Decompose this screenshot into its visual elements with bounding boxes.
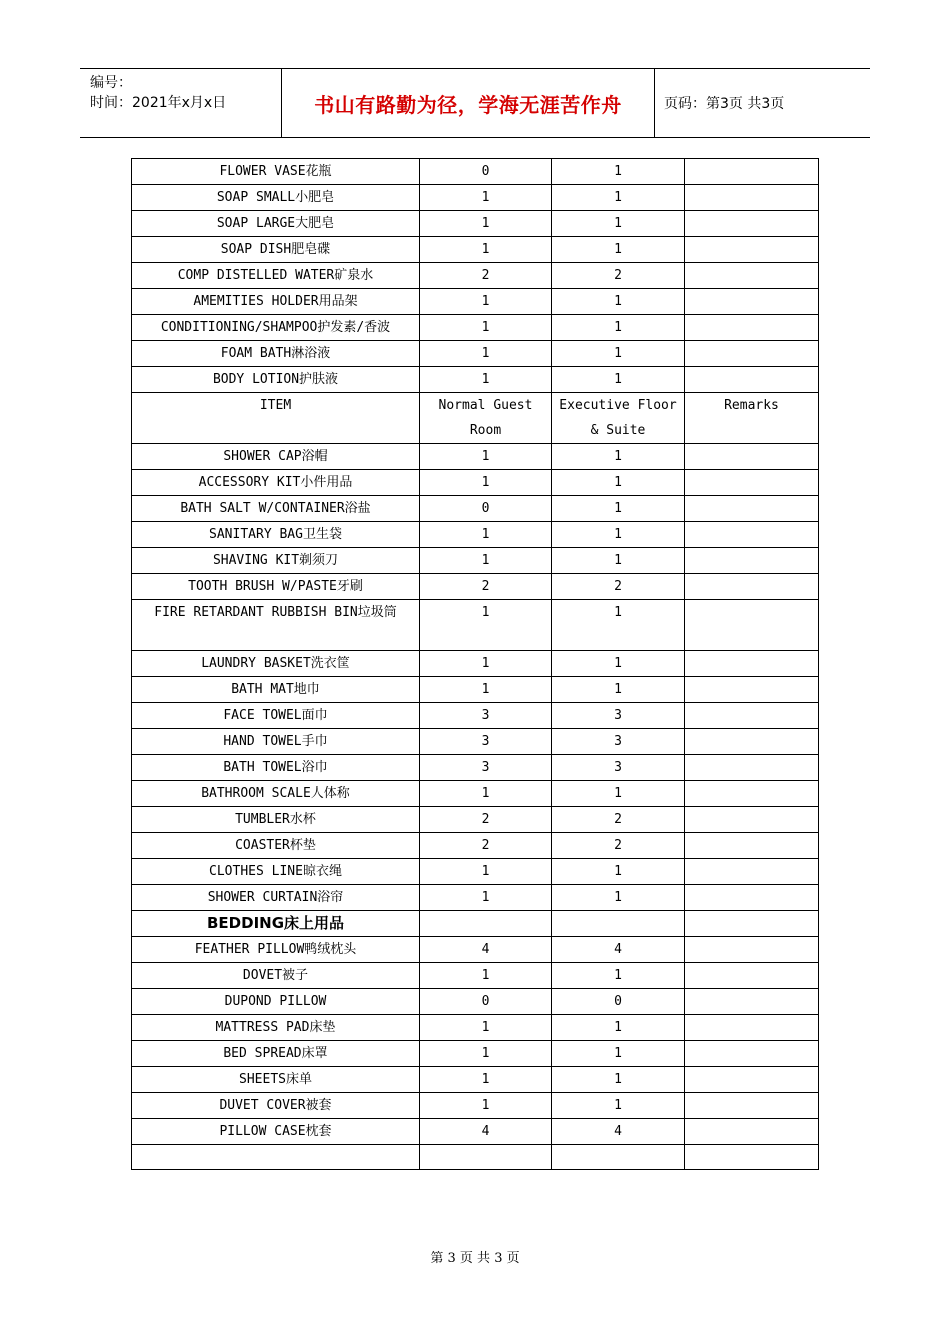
remarks-cell xyxy=(685,703,819,729)
normal-room-cell: 1 xyxy=(420,315,552,341)
executive-suite-cell: 2 xyxy=(552,807,685,833)
header-meta xyxy=(90,73,226,113)
executive-suite-cell: 1 xyxy=(552,1067,685,1093)
table-row xyxy=(132,989,819,1015)
item-cell: PILLOW CASE枕套 xyxy=(132,1119,420,1145)
executive-suite-cell: 1 xyxy=(552,1041,685,1067)
remarks-cell xyxy=(685,781,819,807)
amenities-table xyxy=(131,158,819,1170)
executive-suite-cell: 1 xyxy=(552,677,685,703)
item-cell: BED SPREAD床罩 xyxy=(132,1041,420,1067)
executive-suite-cell xyxy=(552,1145,685,1170)
normal-room-cell: Normal Guest Room xyxy=(420,393,552,444)
executive-suite-cell: 1 xyxy=(552,548,685,574)
table-row xyxy=(132,651,819,677)
remarks-cell xyxy=(685,963,819,989)
table-row xyxy=(132,263,819,289)
table-row xyxy=(132,341,819,367)
header-page-number: 页码：第3页 共3页 xyxy=(664,96,785,112)
section-header-row xyxy=(132,911,819,937)
executive-suite-cell: 2 xyxy=(552,263,685,289)
remarks-cell xyxy=(685,1041,819,1067)
item-cell: AMEMITIES HOLDER用品架 xyxy=(132,289,420,315)
table-row xyxy=(132,781,819,807)
item-cell: TOOTH BRUSH W/PASTE牙刷 xyxy=(132,574,420,600)
remarks-cell xyxy=(685,263,819,289)
normal-room-cell: 1 xyxy=(420,341,552,367)
table-row xyxy=(132,833,819,859)
executive-suite-cell: 1 xyxy=(552,1093,685,1119)
header-motto: 书山有路勤为径，学海无涯苦作舟 xyxy=(314,92,622,117)
normal-room-cell: 1 xyxy=(420,1015,552,1041)
table-row xyxy=(132,185,819,211)
page-footer: 第 3 页 共 3 页 xyxy=(430,1251,520,1266)
table-row xyxy=(132,1041,819,1067)
table-row xyxy=(132,1067,819,1093)
item-cell: ITEM xyxy=(132,393,420,444)
executive-suite-cell: 3 xyxy=(552,755,685,781)
normal-room-cell: 3 xyxy=(420,729,552,755)
document-number-label: 编号： xyxy=(90,75,132,91)
executive-suite-cell: 1 xyxy=(552,496,685,522)
executive-suite-cell: 1 xyxy=(552,315,685,341)
executive-suite-cell: 1 xyxy=(552,367,685,393)
table-row xyxy=(132,574,819,600)
executive-suite-cell: 0 xyxy=(552,989,685,1015)
item-cell: DUVET COVER被套 xyxy=(132,1093,420,1119)
executive-suite-cell: 1 xyxy=(552,237,685,263)
normal-room-cell: 0 xyxy=(420,496,552,522)
table-row xyxy=(132,1145,819,1170)
normal-room-cell: 1 xyxy=(420,1041,552,1067)
item-cell: SANITARY BAG卫生袋 xyxy=(132,522,420,548)
remarks-cell xyxy=(685,444,819,470)
item-cell: BATH MAT地巾 xyxy=(132,677,420,703)
executive-suite-cell: Executive Floor & Suite xyxy=(552,393,685,444)
executive-suite-cell: 1 xyxy=(552,600,685,651)
item-cell: HAND TOWEL手巾 xyxy=(132,729,420,755)
executive-suite-cell: 1 xyxy=(552,885,685,911)
normal-room-cell xyxy=(420,911,552,937)
normal-room-cell: 1 xyxy=(420,1093,552,1119)
normal-room-cell: 1 xyxy=(420,963,552,989)
normal-room-cell: 1 xyxy=(420,444,552,470)
remarks-cell xyxy=(685,1119,819,1145)
remarks-cell xyxy=(685,315,819,341)
normal-room-cell: 3 xyxy=(420,755,552,781)
remarks-cell xyxy=(685,496,819,522)
remarks-cell xyxy=(685,470,819,496)
item-cell: FACE TOWEL面巾 xyxy=(132,703,420,729)
executive-suite-cell: 3 xyxy=(552,729,685,755)
table-row xyxy=(132,496,819,522)
normal-room-cell xyxy=(420,1145,552,1170)
normal-room-cell: 1 xyxy=(420,367,552,393)
normal-room-cell: 3 xyxy=(420,703,552,729)
normal-room-cell: 1 xyxy=(420,211,552,237)
item-cell: SOAP SMALL小肥皂 xyxy=(132,185,420,211)
item-cell: BATH TOWEL浴巾 xyxy=(132,755,420,781)
item-cell: SOAP DISH肥皂碟 xyxy=(132,237,420,263)
remarks-cell xyxy=(685,1145,819,1170)
document-time-label: 时间：2021年x月x日 xyxy=(90,95,227,111)
table-row xyxy=(132,1015,819,1041)
normal-room-cell: 4 xyxy=(420,937,552,963)
executive-suite-cell: 4 xyxy=(552,1119,685,1145)
table-row xyxy=(132,937,819,963)
item-cell: SHOWER CURTAIN浴帘 xyxy=(132,885,420,911)
page-header xyxy=(80,68,870,138)
item-cell: LAUNDRY BASKET洗衣筐 xyxy=(132,651,420,677)
remarks-cell xyxy=(685,755,819,781)
normal-room-cell: 1 xyxy=(420,859,552,885)
table-row xyxy=(132,211,819,237)
normal-room-cell: 2 xyxy=(420,574,552,600)
executive-suite-cell: 1 xyxy=(552,159,685,185)
remarks-cell xyxy=(685,885,819,911)
normal-room-cell: 0 xyxy=(420,989,552,1015)
executive-suite-cell: 1 xyxy=(552,651,685,677)
item-cell: BATHROOM SCALE人体称 xyxy=(132,781,420,807)
item-cell: DOVET被子 xyxy=(132,963,420,989)
remarks-cell xyxy=(685,237,819,263)
remarks-cell xyxy=(685,574,819,600)
item-cell: CONDITIONING/SHAMPOO护发素/香波 xyxy=(132,315,420,341)
table-row xyxy=(132,600,819,651)
executive-suite-cell: 2 xyxy=(552,833,685,859)
normal-room-cell: 1 xyxy=(420,781,552,807)
item-cell: FEATHER PILLOW鸭绒枕头 xyxy=(132,937,420,963)
table-row xyxy=(132,548,819,574)
remarks-cell xyxy=(685,989,819,1015)
executive-suite-cell: 1 xyxy=(552,289,685,315)
remarks-cell xyxy=(685,367,819,393)
table-row xyxy=(132,159,819,185)
table-row xyxy=(132,963,819,989)
item-cell: SOAP LARGE大肥皂 xyxy=(132,211,420,237)
remarks-cell xyxy=(685,651,819,677)
executive-suite-cell: 1 xyxy=(552,444,685,470)
normal-room-cell: 1 xyxy=(420,237,552,263)
item-cell: COASTER杯垫 xyxy=(132,833,420,859)
table-row xyxy=(132,885,819,911)
remarks-cell xyxy=(685,677,819,703)
remarks-cell: Remarks xyxy=(685,393,819,444)
normal-room-cell: 1 xyxy=(420,651,552,677)
item-cell: BODY LOTION护肤液 xyxy=(132,367,420,393)
executive-suite-cell: 1 xyxy=(552,211,685,237)
table-row xyxy=(132,470,819,496)
executive-suite-cell xyxy=(552,911,685,937)
executive-suite-cell: 1 xyxy=(552,963,685,989)
normal-room-cell: 4 xyxy=(420,1119,552,1145)
item-cell: FIRE RETARDANT RUBBISH BIN垃圾筒 xyxy=(132,600,420,651)
table-row xyxy=(132,237,819,263)
normal-room-cell: 1 xyxy=(420,185,552,211)
table-row xyxy=(132,1093,819,1119)
normal-room-cell: 1 xyxy=(420,548,552,574)
table-row xyxy=(132,677,819,703)
normal-room-cell: 1 xyxy=(420,470,552,496)
item-cell: COMP DISTELLED WATER矿泉水 xyxy=(132,263,420,289)
item-cell: FOAM BATH淋浴液 xyxy=(132,341,420,367)
remarks-cell xyxy=(685,807,819,833)
executive-suite-cell: 1 xyxy=(552,522,685,548)
column-header-row xyxy=(132,393,819,444)
table-row xyxy=(132,703,819,729)
amenities-table-body xyxy=(132,159,819,1170)
item-cell: ACCESSORY KIT小件用品 xyxy=(132,470,420,496)
normal-room-cell: 1 xyxy=(420,1067,552,1093)
remarks-cell xyxy=(685,1093,819,1119)
item-cell: SHAVING KIT剃须刀 xyxy=(132,548,420,574)
remarks-cell xyxy=(685,859,819,885)
item-cell: TUMBLER水杯 xyxy=(132,807,420,833)
item-cell: DUPOND PILLOW xyxy=(132,989,420,1015)
item-cell: SHOWER CAP浴帽 xyxy=(132,444,420,470)
item-cell: BEDDING床上用品 xyxy=(132,911,420,937)
executive-suite-cell: 1 xyxy=(552,185,685,211)
executive-suite-cell: 1 xyxy=(552,470,685,496)
remarks-cell xyxy=(685,185,819,211)
normal-room-cell: 2 xyxy=(420,807,552,833)
table-row xyxy=(132,367,819,393)
table-row xyxy=(132,807,819,833)
remarks-cell xyxy=(685,159,819,185)
remarks-cell xyxy=(685,522,819,548)
item-cell: MATTRESS PAD床垫 xyxy=(132,1015,420,1041)
executive-suite-cell: 1 xyxy=(552,859,685,885)
remarks-cell xyxy=(685,289,819,315)
remarks-cell xyxy=(685,729,819,755)
remarks-cell xyxy=(685,341,819,367)
remarks-cell xyxy=(685,937,819,963)
item-cell: FLOWER VASE花瓶 xyxy=(132,159,420,185)
remarks-cell xyxy=(685,911,819,937)
table-row xyxy=(132,315,819,341)
executive-suite-cell: 4 xyxy=(552,937,685,963)
table-row xyxy=(132,755,819,781)
normal-room-cell: 1 xyxy=(420,522,552,548)
executive-suite-cell: 3 xyxy=(552,703,685,729)
normal-room-cell: 1 xyxy=(420,289,552,315)
table-row xyxy=(132,729,819,755)
item-cell xyxy=(132,1145,420,1170)
item-cell: SHEETS床单 xyxy=(132,1067,420,1093)
normal-room-cell: 2 xyxy=(420,833,552,859)
executive-suite-cell: 1 xyxy=(552,1015,685,1041)
normal-room-cell: 0 xyxy=(420,159,552,185)
remarks-cell xyxy=(685,211,819,237)
table-row xyxy=(132,289,819,315)
remarks-cell xyxy=(685,1015,819,1041)
normal-room-cell: 1 xyxy=(420,677,552,703)
remarks-cell xyxy=(685,1067,819,1093)
table-row xyxy=(132,522,819,548)
table-row xyxy=(132,859,819,885)
remarks-cell xyxy=(685,833,819,859)
header-divider-right xyxy=(654,69,655,137)
executive-suite-cell: 2 xyxy=(552,574,685,600)
executive-suite-cell: 1 xyxy=(552,781,685,807)
remarks-cell xyxy=(685,600,819,651)
item-cell: CLOTHES LINE晾衣绳 xyxy=(132,859,420,885)
executive-suite-cell: 1 xyxy=(552,341,685,367)
normal-room-cell: 1 xyxy=(420,600,552,651)
table-row xyxy=(132,1119,819,1145)
table-row xyxy=(132,444,819,470)
normal-room-cell: 2 xyxy=(420,263,552,289)
remarks-cell xyxy=(685,548,819,574)
item-cell: BATH SALT W/CONTAINER浴盐 xyxy=(132,496,420,522)
normal-room-cell: 1 xyxy=(420,885,552,911)
